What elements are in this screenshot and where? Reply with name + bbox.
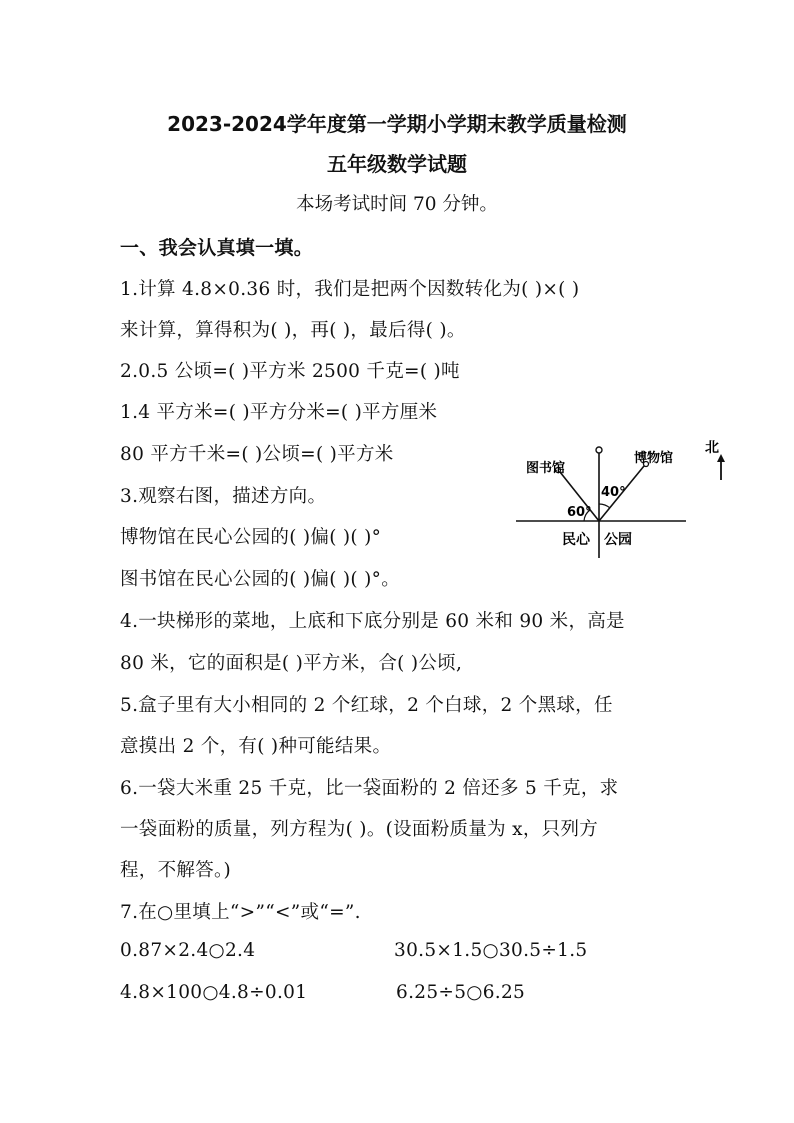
q4-line1: 4.一块梯形的菜地，上底和下底分别是 60 米和 90 米，高是 (120, 611, 625, 632)
q2-line3: 80 平方千米=( )公顷=( )平方米 (120, 444, 394, 465)
time-note: 本场考试时间 70 分钟。 (296, 194, 498, 215)
museum-label: 博物馆 (634, 451, 674, 466)
exam-subtitle: 五年级数学试题 (327, 152, 467, 176)
q7-line1: 7.在○里填上“>”“<”或“=”. (120, 902, 361, 923)
library-label: 图书馆 (526, 461, 566, 476)
q4-line2: 80 米，它的面积是( )平方米，合( )公顷, (120, 653, 463, 674)
q6-line3: 程，不解答。) (120, 860, 232, 881)
q7-compare-c: 4.8×100○4.8÷0.01 (120, 982, 308, 1003)
q6-line2: 一袋面粉的质量，列方程为( )。(设面粉质量为 x，只列方 (120, 819, 599, 840)
q5-line1: 5.盒子里有大小相同的 2 个红球，2 个白球，2 个黑球，任 (120, 695, 613, 716)
q7-compare-a: 0.87×2.4○2.4 (120, 940, 256, 961)
q2-line1: 2.0.5 公顷=( )平方米 2500 千克=( )吨 (120, 361, 460, 382)
q6-line1: 6.一袋大米重 25 千克，比一袋面粉的 2 倍还多 5 千克，求 (120, 778, 619, 799)
direction-diagram (510, 430, 750, 560)
exam-title: 2023-2024学年度第一学期小学期末教学质量检测 (167, 112, 627, 136)
park-label-right: 公园 (604, 532, 632, 548)
q3-line1: 3.观察右图，描述方向。 (120, 486, 327, 507)
q2-line2: 1.4 平方米=( )平方分米=( )平方厘米 (120, 402, 438, 423)
angle-left-label: 60° (567, 505, 592, 520)
park-label-left: 民心 (562, 532, 590, 548)
section-heading: 一、我会认真填一填。 (120, 237, 314, 259)
q7-compare-d: 6.25÷5○6.25 (396, 982, 526, 1003)
north-label: 北 (705, 440, 719, 456)
q3-line2: 博物馆在民心公园的( )偏( )( )° (120, 527, 382, 548)
angle-right-label: 40° (601, 485, 626, 500)
angle-arc-right (599, 504, 610, 508)
q1-line2: 来计算，算得积为( )，再( )，最后得( )。 (120, 320, 466, 341)
north-line-end (596, 447, 602, 453)
q7-compare-b: 30.5×1.5○30.5÷1.5 (394, 940, 588, 961)
q1-line1: 1.计算 4.8×0.36 时，我们是把两个因数转化为( )×( ) (120, 279, 580, 300)
q3-line3: 图书馆在民心公园的( )偏( )( )°。 (120, 569, 400, 590)
q5-line2: 意摸出 2 个，有( )种可能结果。 (120, 736, 392, 757)
